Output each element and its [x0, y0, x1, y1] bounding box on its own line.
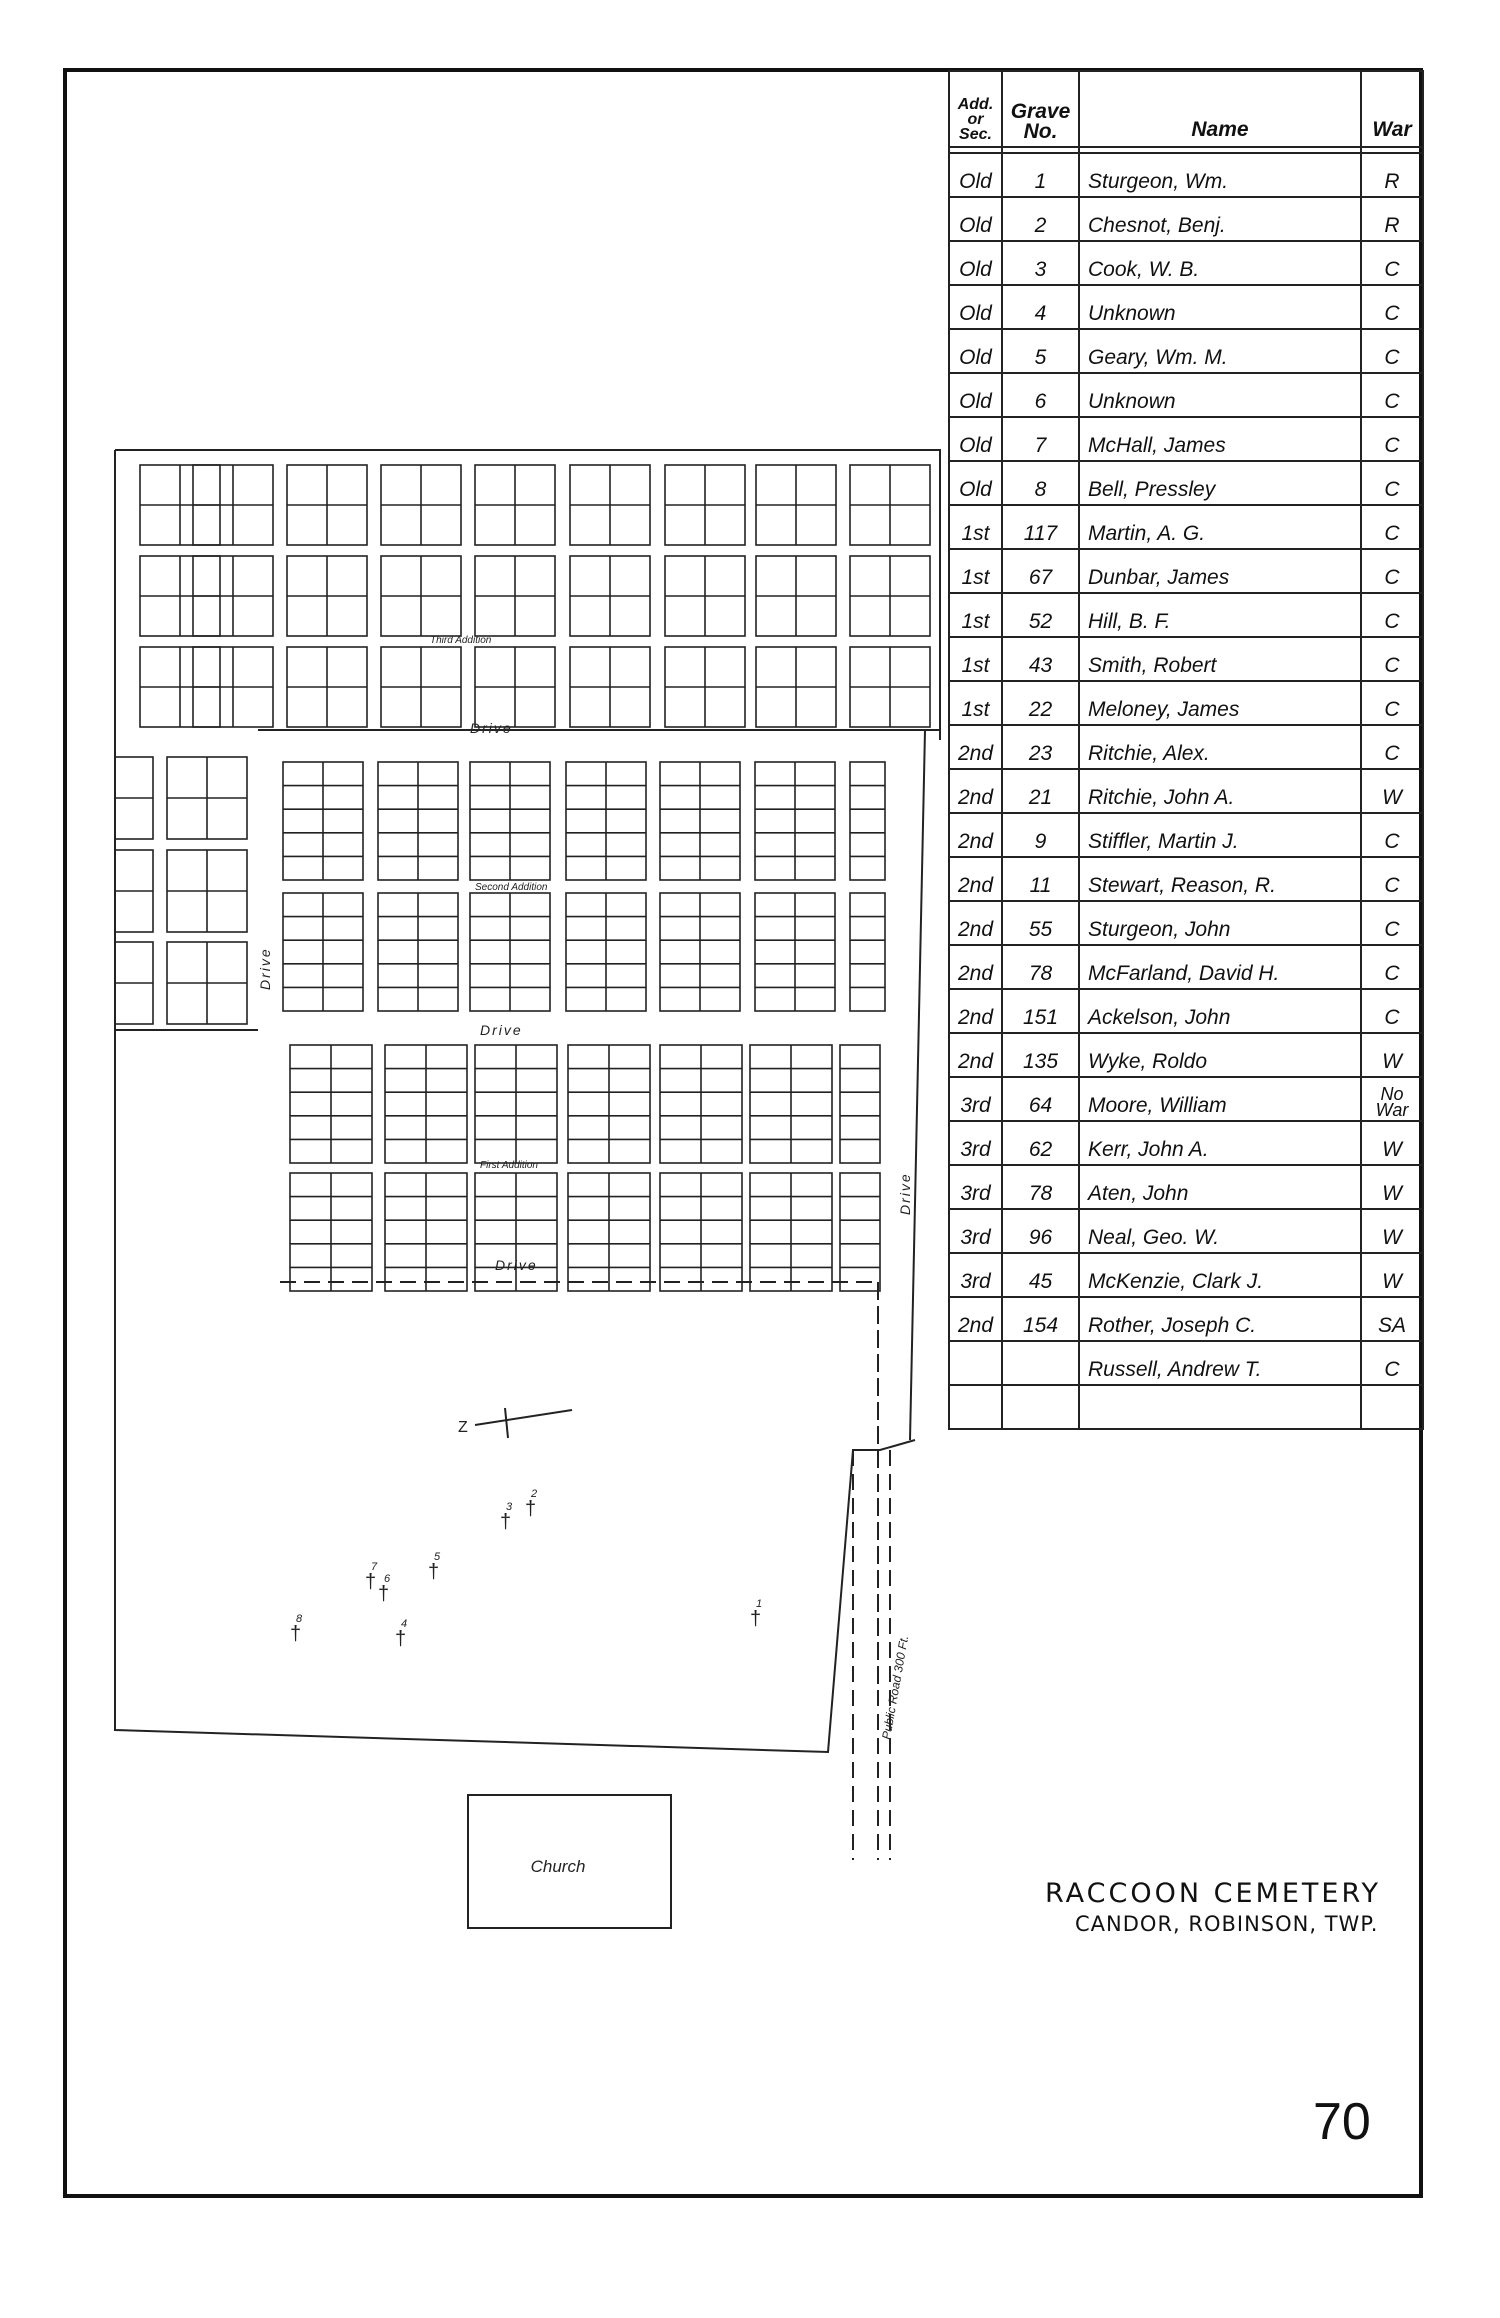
old-section-graves	[290, 1488, 762, 1650]
plot-block	[750, 1173, 832, 1291]
war-cell: C	[1361, 857, 1423, 901]
plot-block	[193, 556, 273, 636]
plot-block	[115, 942, 153, 1024]
name-cell	[1079, 1385, 1361, 1429]
war-cell: C	[1361, 373, 1423, 417]
plot-block	[115, 757, 153, 839]
plot-block	[840, 1045, 880, 1163]
grave-no-cell: 23	[1002, 725, 1079, 769]
table-row	[949, 813, 1423, 857]
plot-block	[755, 762, 835, 880]
table-row	[949, 989, 1423, 1033]
name-cell: Moore, William	[1079, 1077, 1361, 1121]
public-road-label: Public Road 300 Ft.	[879, 1634, 912, 1741]
table-row	[949, 417, 1423, 461]
header-name: Name	[1079, 71, 1361, 147]
plot-block	[756, 647, 836, 727]
drive-label-bottom: Drive	[495, 1257, 538, 1273]
add-sec-cell	[949, 1385, 1002, 1429]
table-row	[949, 857, 1423, 901]
war-cell: C	[1361, 945, 1423, 989]
plot-block	[665, 647, 745, 727]
table-header-row	[949, 71, 1423, 147]
table-row	[949, 505, 1423, 549]
war-cell: C	[1361, 901, 1423, 945]
plot-block	[290, 1045, 372, 1163]
add-sec-cell: 3rd	[949, 1077, 1002, 1121]
plot-block	[475, 556, 555, 636]
table-row	[949, 945, 1423, 989]
header-grave-no: Grave No.	[1002, 71, 1079, 147]
plot-block	[566, 762, 646, 880]
grave-number: 1	[756, 1598, 763, 1610]
plot-block	[665, 465, 745, 545]
plot-block	[750, 1045, 832, 1163]
table-row	[949, 241, 1423, 285]
name-cell: Stewart, Reason, R.	[1079, 857, 1361, 901]
cemetery-boundary	[115, 450, 940, 1860]
name-cell: McHall, James	[1079, 417, 1361, 461]
add-sec-cell: 1st	[949, 681, 1002, 725]
plot-block	[287, 465, 367, 545]
page-number: 70	[1313, 2093, 1371, 2151]
name-cell: Geary, Wm. M.	[1079, 329, 1361, 373]
name-cell: Sturgeon, Wm.	[1079, 153, 1361, 197]
grave-cross-icon: †	[750, 1608, 762, 1630]
name-cell: Unknown	[1079, 373, 1361, 417]
war-cell: W	[1361, 1121, 1423, 1165]
drive-label-left: Drive	[257, 947, 273, 990]
plot-block	[470, 762, 550, 880]
plot-block	[660, 1173, 742, 1291]
table-row	[949, 1385, 1423, 1429]
war-cell: W	[1361, 1165, 1423, 1209]
table-row	[949, 329, 1423, 373]
table-row	[949, 901, 1423, 945]
grave-no-cell: 78	[1002, 945, 1079, 989]
plot-block	[660, 893, 740, 1011]
grave-number: 4	[401, 1618, 408, 1630]
war-cell: SA	[1361, 1297, 1423, 1341]
grave-number: 8	[296, 1613, 303, 1625]
add-sec-cell: 1st	[949, 637, 1002, 681]
war-cell: C	[1361, 549, 1423, 593]
add-sec-cell: Old	[949, 241, 1002, 285]
plot-block	[850, 556, 930, 636]
plot-block	[660, 762, 740, 880]
add-sec-cell: Old	[949, 373, 1002, 417]
plot-block	[470, 893, 550, 1011]
war-cell: C	[1361, 813, 1423, 857]
war-cell: C	[1361, 417, 1423, 461]
plot-block	[850, 762, 885, 880]
table-row	[949, 1033, 1423, 1077]
plot-block	[385, 1173, 467, 1291]
plot-block	[283, 893, 363, 1011]
grave-no-cell: 9	[1002, 813, 1079, 857]
war-cell: R	[1361, 153, 1423, 197]
plot-block	[475, 465, 555, 545]
name-cell: Chesnot, Benj.	[1079, 197, 1361, 241]
grave-no-cell: 4	[1002, 285, 1079, 329]
add-sec-cell	[949, 1341, 1002, 1385]
name-cell: McKenzie, Clark J.	[1079, 1253, 1361, 1297]
war-cell: C	[1361, 989, 1423, 1033]
war-cell: C	[1361, 329, 1423, 373]
add-sec-cell: 3rd	[949, 1253, 1002, 1297]
add-sec-cell: 2nd	[949, 769, 1002, 813]
grave-no-cell: 151	[1002, 989, 1079, 1033]
plot-block	[566, 893, 646, 1011]
grave-no-cell: 11	[1002, 857, 1079, 901]
war-cell: C	[1361, 461, 1423, 505]
plot-block	[660, 1045, 742, 1163]
table-row	[949, 461, 1423, 505]
grave-no-cell: 3	[1002, 241, 1079, 285]
plot-block	[665, 556, 745, 636]
plot-block	[568, 1173, 650, 1291]
third-addition-label: Third Addition	[430, 635, 492, 646]
table-row	[949, 1209, 1423, 1253]
name-cell: Ackelson, John	[1079, 989, 1361, 1033]
war-cell: C	[1361, 681, 1423, 725]
table-row	[949, 1341, 1423, 1385]
add-sec-cell: Old	[949, 197, 1002, 241]
name-cell: Aten, John	[1079, 1165, 1361, 1209]
name-cell: Sturgeon, John	[1079, 901, 1361, 945]
grave-no-cell: 78	[1002, 1165, 1079, 1209]
table-row	[949, 549, 1423, 593]
cemetery-subtitle: CANDOR, ROBINSON, TWP.	[1075, 1912, 1379, 1936]
plot-block	[167, 757, 247, 839]
war-cell: C	[1361, 285, 1423, 329]
grave-no-cell: 64	[1002, 1077, 1079, 1121]
table-row	[949, 725, 1423, 769]
church-label: Church	[530, 1857, 586, 1876]
grave-number: 3	[506, 1501, 513, 1513]
war-cell: C	[1361, 505, 1423, 549]
add-sec-cell: 1st	[949, 593, 1002, 637]
war-cell: C	[1361, 637, 1423, 681]
grave-number: 2	[531, 1488, 538, 1500]
name-cell: Ritchie, Alex.	[1079, 725, 1361, 769]
name-cell: Wyke, Roldo	[1079, 1033, 1361, 1077]
plot-block	[290, 1173, 372, 1291]
name-cell: McFarland, David H.	[1079, 945, 1361, 989]
second-addition-label: Second Addition	[475, 882, 548, 893]
plot-block	[381, 465, 461, 545]
grave-no-cell: 135	[1002, 1033, 1079, 1077]
grave-number: 7	[371, 1561, 378, 1573]
war-cell: No War	[1361, 1077, 1423, 1121]
war-cell: W	[1361, 1253, 1423, 1297]
add-sec-cell: 2nd	[949, 1297, 1002, 1341]
plot-block	[570, 647, 650, 727]
north-arrow-icon	[475, 1408, 572, 1438]
plot-block	[385, 1045, 467, 1163]
grave-cross-icon: †	[428, 1561, 440, 1583]
drive-label-top: Drive	[470, 720, 513, 736]
table-row	[949, 153, 1423, 197]
plot-block	[167, 942, 247, 1024]
table-row	[949, 681, 1423, 725]
add-sec-cell: 2nd	[949, 1033, 1002, 1077]
add-sec-cell: 3rd	[949, 1209, 1002, 1253]
grave-no-cell: 62	[1002, 1121, 1079, 1165]
grave-cross-icon: †	[395, 1628, 407, 1650]
war-cell: C	[1361, 1341, 1423, 1385]
grave-no-cell	[1002, 1341, 1079, 1385]
grave-no-cell: 21	[1002, 769, 1079, 813]
add-sec-cell: Old	[949, 461, 1002, 505]
add-sec-cell: 2nd	[949, 725, 1002, 769]
name-cell: Meloney, James	[1079, 681, 1361, 725]
table-row	[949, 1165, 1423, 1209]
grave-no-cell: 67	[1002, 549, 1079, 593]
table-row	[949, 1121, 1423, 1165]
name-cell: Neal, Geo. W.	[1079, 1209, 1361, 1253]
table-row	[949, 285, 1423, 329]
grave-no-cell	[1002, 1385, 1079, 1429]
table-row	[949, 637, 1423, 681]
add-sec-cell: 3rd	[949, 1165, 1002, 1209]
north-marker: Z	[458, 1419, 468, 1436]
first-addition-label: First Addition	[480, 1160, 538, 1171]
name-cell: Kerr, John A.	[1079, 1121, 1361, 1165]
grave-no-cell: 8	[1002, 461, 1079, 505]
plot-block	[193, 647, 273, 727]
war-cell: W	[1361, 1209, 1423, 1253]
plot-block	[167, 850, 247, 932]
grave-number: 5	[434, 1551, 441, 1563]
grave-no-cell: 2	[1002, 197, 1079, 241]
name-cell: Ritchie, John A.	[1079, 769, 1361, 813]
table-row	[949, 197, 1423, 241]
table-row	[949, 1253, 1423, 1297]
war-cell	[1361, 1385, 1423, 1429]
plot-block	[850, 465, 930, 545]
name-cell: Rother, Joseph C.	[1079, 1297, 1361, 1341]
table-row	[949, 1077, 1423, 1121]
name-cell: Hill, B. F.	[1079, 593, 1361, 637]
war-cell: C	[1361, 725, 1423, 769]
grave-no-cell: 43	[1002, 637, 1079, 681]
plot-block	[840, 1173, 880, 1291]
add-sec-cell: 3rd	[949, 1121, 1002, 1165]
add-sec-cell: Old	[949, 153, 1002, 197]
war-cell: W	[1361, 1033, 1423, 1077]
plot-block	[283, 762, 363, 880]
plot-block	[756, 556, 836, 636]
grave-number: 6	[384, 1573, 391, 1585]
name-cell: Stiffler, Martin J.	[1079, 813, 1361, 857]
header-war: War	[1361, 71, 1423, 147]
plot-block	[287, 556, 367, 636]
add-sec-cell: 1st	[949, 505, 1002, 549]
table-row	[949, 769, 1423, 813]
grave-table	[948, 70, 1424, 1430]
grave-cross-icon: †	[290, 1623, 302, 1645]
name-cell: Unknown	[1079, 285, 1361, 329]
grave-no-cell: 22	[1002, 681, 1079, 725]
add-sec-cell: 2nd	[949, 901, 1002, 945]
table-row	[949, 373, 1423, 417]
add-sec-cell: 2nd	[949, 989, 1002, 1033]
plot-block	[850, 647, 930, 727]
name-cell: Russell, Andrew T.	[1079, 1341, 1361, 1385]
plot-block	[475, 1173, 557, 1291]
grave-cross-icon: †	[525, 1498, 537, 1520]
plot-block	[193, 465, 273, 545]
grave-no-cell: 154	[1002, 1297, 1079, 1341]
plot-block	[378, 893, 458, 1011]
grave-no-cell: 117	[1002, 505, 1079, 549]
name-cell: Bell, Pressley	[1079, 461, 1361, 505]
name-cell: Martin, A. G.	[1079, 505, 1361, 549]
grave-no-cell: 96	[1002, 1209, 1079, 1253]
grave-cross-icon: †	[500, 1511, 512, 1533]
add-sec-cell: Old	[949, 417, 1002, 461]
plot-block	[755, 893, 835, 1011]
war-cell: C	[1361, 241, 1423, 285]
plot-block	[115, 850, 153, 932]
grave-no-cell: 1	[1002, 153, 1079, 197]
cemetery-title: RACCOON CEMETERY	[1045, 1878, 1381, 1909]
war-cell: C	[1361, 593, 1423, 637]
plot-block	[381, 556, 461, 636]
table-row	[949, 1297, 1423, 1341]
add-sec-cell: 2nd	[949, 945, 1002, 989]
grave-no-cell: 45	[1002, 1253, 1079, 1297]
grave-no-cell: 52	[1002, 593, 1079, 637]
plot-block	[756, 465, 836, 545]
plot-block	[850, 893, 885, 1011]
plot-block	[570, 465, 650, 545]
grave-cross-icon: †	[378, 1583, 390, 1605]
war-cell: R	[1361, 197, 1423, 241]
plot-block	[568, 1045, 650, 1163]
add-sec-cell: 1st	[949, 549, 1002, 593]
plot-block	[570, 556, 650, 636]
war-cell: W	[1361, 769, 1423, 813]
add-sec-cell: Old	[949, 285, 1002, 329]
grave-no-cell: 7	[1002, 417, 1079, 461]
grave-cross-icon: †	[365, 1571, 377, 1593]
plot-block	[287, 647, 367, 727]
name-cell: Smith, Robert	[1079, 637, 1361, 681]
add-sec-cell: 2nd	[949, 857, 1002, 901]
plot-block	[475, 1045, 557, 1163]
drive-label-right: Drive	[897, 1172, 913, 1215]
plot-block	[475, 647, 555, 727]
header-add-sec: Add. or Sec.	[949, 71, 1002, 147]
add-sec-cell: 2nd	[949, 813, 1002, 857]
plot-block	[381, 647, 461, 727]
grave-no-cell: 55	[1002, 901, 1079, 945]
plot-block	[378, 762, 458, 880]
add-sec-cell: Old	[949, 329, 1002, 373]
grave-no-cell: 5	[1002, 329, 1079, 373]
table-row	[949, 593, 1423, 637]
name-cell: Cook, W. B.	[1079, 241, 1361, 285]
drive-label-middle: Drive	[480, 1022, 523, 1038]
grave-no-cell: 6	[1002, 373, 1079, 417]
name-cell: Dunbar, James	[1079, 549, 1361, 593]
